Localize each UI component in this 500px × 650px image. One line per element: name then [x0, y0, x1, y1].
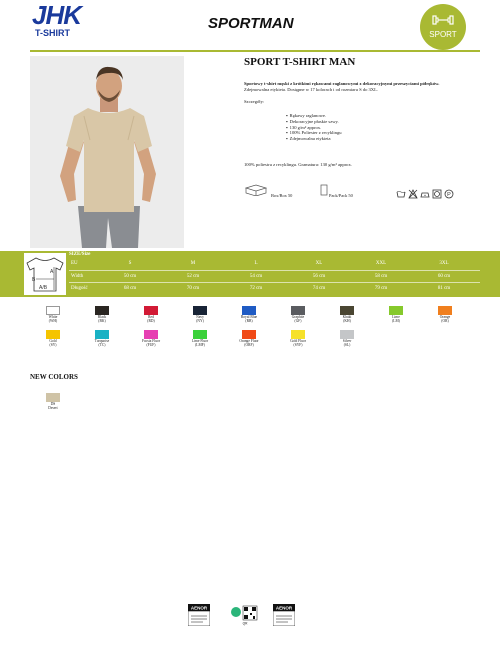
size-cell: 81 cm [437, 286, 451, 291]
color-swatch[interactable] [46, 330, 60, 347]
color-name: Red [148, 315, 154, 319]
color-code: (SYF) [293, 343, 303, 348]
color-code: (ORF) [244, 343, 254, 348]
color-name: Desert [48, 406, 58, 411]
box-pack [244, 184, 304, 198]
color-name: Khaki [342, 315, 352, 319]
color-swatch[interactable] [46, 306, 60, 323]
size-cell: 68 cm [123, 286, 137, 291]
color-name: Orange Fluor [239, 339, 259, 343]
page-header [0, 0, 500, 52]
qr-code-icon [230, 604, 260, 626]
description-bold: Sportowy t-shirt męski z krótkimi rękawami raglanowymi z dekoracyjnymi przeszyciami półręków. [244, 81, 440, 86]
size-header-label: EU [71, 261, 78, 266]
color-code: (SL) [343, 343, 351, 348]
size-column-header: 3XL [439, 261, 449, 266]
pack-label: Pack/Pack 50 [329, 193, 353, 198]
color-chip [242, 306, 256, 315]
color-code: (OR) [441, 319, 449, 324]
color-chip [340, 306, 354, 315]
color-chip [242, 330, 256, 339]
color-chip [389, 306, 403, 315]
feature-item: ▪ 130 g/m² approx. [286, 125, 342, 131]
color-swatch[interactable] [193, 306, 207, 323]
color-code: (NY) [196, 319, 204, 324]
sport-badge-label: SPORT [429, 30, 457, 39]
wash-icon [396, 186, 406, 196]
size-column-header: XL [315, 261, 323, 266]
color-name: Gold [49, 339, 57, 343]
color-chip [46, 306, 60, 315]
color-name: Black [97, 315, 107, 319]
feature-item: ▪ 100% Poliester z recyklingu [286, 130, 342, 136]
feature-item: ▪ Rękawy raglanowe. [286, 113, 342, 119]
color-swatch[interactable] [95, 330, 109, 347]
color-name: Graphite [291, 315, 305, 319]
new-colors-heading: NEW COLORS [30, 373, 78, 381]
header-divider [30, 50, 480, 52]
color-name: Royal Blue [240, 315, 258, 319]
color-chip [95, 306, 109, 315]
color-name: Orange [439, 315, 451, 319]
color-swatch[interactable] [242, 306, 256, 323]
size-cell: 54 cm [249, 274, 263, 279]
color-name: Fucsia Fluor [141, 339, 161, 343]
logo-subtitle: T-SHIRT [35, 28, 70, 38]
size-diagram [24, 253, 66, 295]
color-swatch[interactable] [291, 330, 305, 347]
certification-aenor [188, 604, 210, 631]
size-length-row [69, 282, 480, 296]
size-row-label: Width [71, 274, 84, 279]
size-column-header: S [128, 261, 132, 266]
feature-item: ▪ Zdejmowalna etykieta [286, 136, 342, 142]
size-column-header: M [190, 261, 196, 266]
color-chip [340, 330, 354, 339]
size-cell: 74 cm [312, 286, 326, 291]
size-title: SIZE/Size [69, 252, 91, 257]
color-swatch[interactable] [389, 306, 403, 323]
care-icons [396, 186, 454, 196]
color-swatch[interactable] [291, 306, 305, 323]
color-chip [291, 306, 305, 315]
color-chip [193, 306, 207, 315]
color-code: (BK) [98, 319, 106, 324]
size-cell: 58 cm [374, 274, 388, 279]
color-name: White [48, 315, 58, 319]
logo-mark: JHK [32, 0, 82, 30]
product-title: SPORT T-SHIRT MAN [244, 56, 356, 68]
product-description [244, 81, 480, 93]
feature-list [286, 113, 342, 142]
color-name: Silver [342, 339, 352, 343]
dumbbell-icon [432, 13, 454, 27]
pack-pack [320, 184, 370, 198]
color-code: (FUF) [146, 343, 156, 348]
color-swatch[interactable] [141, 330, 161, 348]
color-code: (RB) [245, 319, 253, 324]
no-bleach-icon [408, 186, 418, 196]
color-swatch[interactable] [193, 330, 207, 347]
color-code: (WH) [48, 319, 58, 324]
diagram-label-a: A [50, 269, 54, 275]
certification-qr [230, 604, 260, 631]
model-illustration [30, 56, 184, 248]
dry-clean-icon [444, 186, 454, 196]
box-label: Box/Box 50 [271, 193, 293, 198]
color-swatch[interactable] [144, 306, 158, 323]
material-info: 100% poliestru z recyklingu. Gramatura: 130 g/m² approx. [244, 162, 352, 167]
color-chip [193, 330, 207, 339]
color-code: (LM) [392, 319, 400, 324]
product-photo [30, 56, 184, 248]
size-cell: 60 cm [437, 274, 451, 279]
aenor-logo-icon [188, 604, 210, 626]
color-code: (TC) [98, 343, 106, 348]
sport-badge [420, 4, 466, 50]
brand-logo [32, 2, 82, 42]
color-name: Lime [392, 315, 400, 319]
certification-aenor [273, 604, 295, 631]
diagram-label-ab: A/B [39, 285, 48, 291]
color-swatch[interactable] [340, 306, 354, 323]
details-heading: Szczegóły: [244, 99, 265, 104]
size-cell: 72 cm [249, 286, 263, 291]
diagram-label-b: B [32, 277, 36, 283]
feature-item: ▪ Dekoracyjne płaskie szwy. [286, 119, 342, 125]
cert-label: AENOR [275, 605, 293, 611]
svg-text:P: P [447, 192, 451, 198]
color-chip [144, 306, 158, 315]
color-name: Turquoise [94, 339, 110, 343]
no-tumble-dry-icon [432, 186, 442, 196]
color-code: (SY) [49, 343, 57, 348]
iron-icon [420, 186, 430, 196]
cert-label: QR [242, 621, 248, 626]
color-chip [291, 330, 305, 339]
size-cell: 52 cm [186, 274, 200, 279]
aenor-logo-icon [273, 604, 295, 626]
color-name: Gold Fluor [290, 339, 306, 343]
color-name: Lime Fluor [191, 339, 209, 343]
size-cell: 50 cm [123, 274, 137, 279]
size-row-label: Długość [71, 286, 88, 291]
pack-icon [320, 184, 328, 196]
color-name: Navy [196, 315, 204, 319]
tshirt-diagram-icon [24, 253, 66, 295]
new-color-swatch[interactable] [46, 393, 60, 410]
size-column-header: L [254, 261, 258, 266]
color-swatch[interactable] [95, 306, 109, 323]
color-chip [46, 330, 60, 339]
color-swatch[interactable] [239, 330, 259, 348]
collection-name: SPORTMAN [208, 15, 294, 32]
color-chip [95, 330, 109, 339]
color-swatch[interactable] [438, 306, 452, 323]
color-code: (RD) [147, 319, 155, 324]
color-chip [46, 393, 60, 402]
color-code: (KH) [343, 319, 351, 324]
color-code: (LMF) [195, 343, 205, 348]
size-cell: 56 cm [312, 274, 326, 279]
color-chip [144, 330, 158, 339]
size-column-header: XXL [375, 261, 387, 266]
color-swatch[interactable] [340, 330, 354, 347]
box-icon [244, 184, 268, 196]
size-cell: 79 cm [374, 286, 388, 291]
color-code: (GF) [294, 319, 302, 324]
description-text: Zdejmowalna etykieta. Dostępne w 17 kolorach i od rozmiaru S do 3XL. [244, 87, 379, 92]
color-code: DS [50, 402, 56, 406]
size-cell: 70 cm [186, 286, 200, 291]
color-chip [438, 306, 452, 315]
cert-label: AENOR [190, 605, 208, 611]
